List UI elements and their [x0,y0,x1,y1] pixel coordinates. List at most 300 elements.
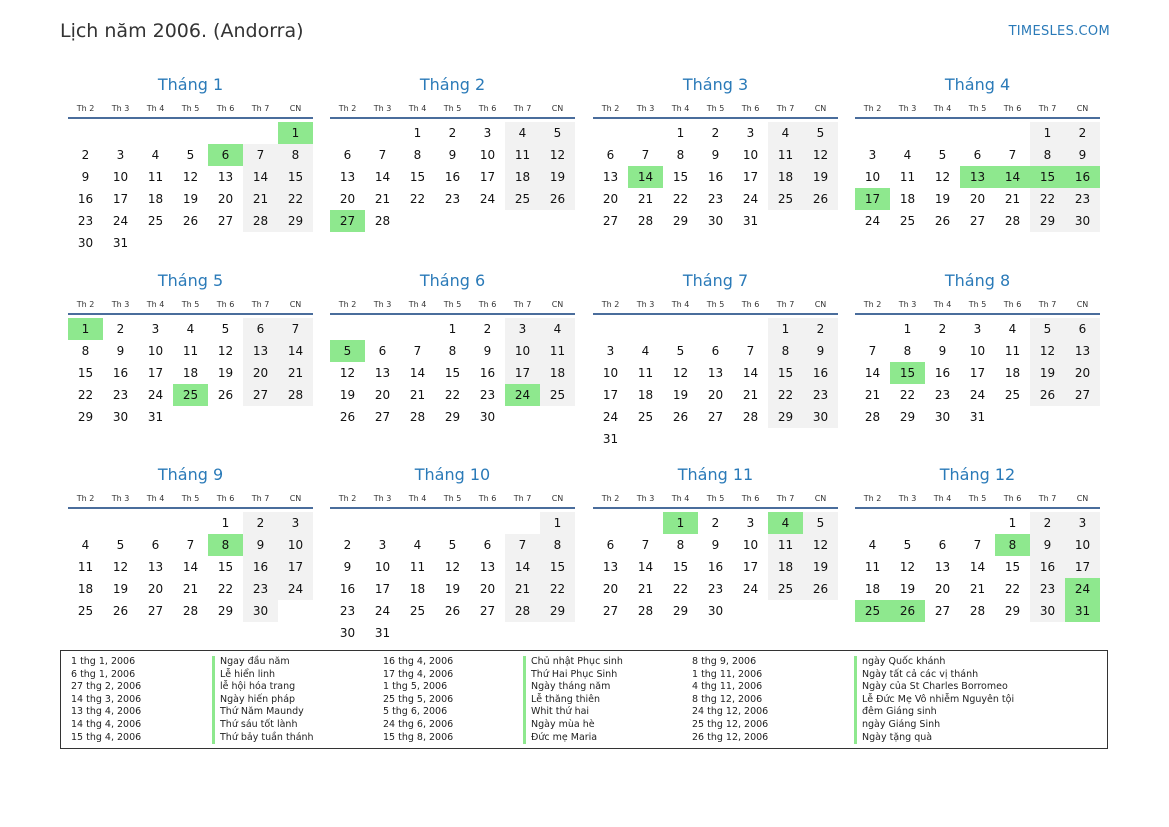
day-cell: 3 [116,148,125,162]
weekday-header [330,491,575,509]
empty-cell [890,512,925,534]
day-cell: 24 [969,388,986,402]
day-cell: 30 [1030,600,1065,622]
day-cell: 2 [243,512,278,534]
day-cell: 15 [672,170,689,184]
day-cell: 13 [147,560,164,574]
day-cell: 1 [1030,122,1065,144]
weekday-label: Th 7 [1038,494,1057,503]
day-cell: 23 [1030,578,1065,600]
day-cell: 6 [151,538,160,552]
day-cell: 28 [182,604,199,618]
day-cell: 29 [278,210,313,232]
day-cell: 9 [803,340,838,362]
day-cell: 25 [77,604,94,618]
day-cell: 12 [112,560,129,574]
day-cell: 21 [278,362,313,384]
day-cell: 14 [505,556,540,578]
day-cell: 28 [278,384,313,406]
weekday-header [68,297,313,315]
month-name: Tháng 9 [157,465,224,484]
weekday-label: CN [551,300,564,309]
day-cell: 22 [768,384,803,406]
weekday-label: Th 7 [776,104,795,113]
holiday-day: 17 [855,188,890,210]
day-cell: 4 [768,122,803,144]
day-cell: 23 [934,388,951,402]
day-cell: 7 [868,344,877,358]
month-1 [68,73,313,254]
weekday-label: Th 2 [338,494,357,503]
day-cell: 23 [444,192,461,206]
weekday-label: Th 2 [863,104,882,113]
day-cell: 9 [711,148,720,162]
empty-cell [855,318,890,340]
day-cell: 1 [221,516,230,530]
holiday-day: 15 [1030,166,1065,188]
day-cell: 12 [672,366,689,380]
weekday-label: Th 4 [146,300,165,309]
weekday-label: Th 7 [251,300,270,309]
day-grid [593,318,838,450]
day-cell: 17 [479,170,496,184]
legend-holiday-name: lễ hội hóa trang [220,681,296,693]
empty-cell [628,512,663,534]
day-cell: 27 [479,604,496,618]
month-8 [855,269,1100,428]
weekday-label: Th 6 [741,104,760,113]
day-cell: 24 [112,214,129,228]
day-cell: 2 [1030,512,1065,534]
day-cell: 16 [707,170,724,184]
day-cell: 17 [278,556,313,578]
weekday-label: Th 3 [898,300,917,309]
day-cell: 3 [483,126,492,140]
weekday-label: Th 7 [513,494,532,503]
day-cell: 10 [1065,534,1100,556]
weekday-label: Th 7 [251,494,270,503]
weekday-label: Th 2 [76,494,95,503]
day-cell: 6 [378,344,387,358]
weekday-label: Th 7 [776,300,795,309]
weekday-label: Th 3 [373,494,392,503]
day-cell: 22 [1030,188,1065,210]
weekday-label: Th 6 [1003,300,1022,309]
legend-date: 24 thg 6, 2006 [383,718,454,730]
day-cell: 1 [768,318,803,340]
empty-cell [960,512,995,534]
day-cell: 9 [938,344,947,358]
weekday-label: Th 5 [443,104,462,113]
day-cell: 6 [1065,318,1100,340]
day-cell: 9 [711,538,720,552]
legend-holiday-name: Ngày tặng quà [862,731,933,743]
weekday-label: CN [289,494,302,503]
day-cell: 12 [803,534,838,556]
weekday-label: Th 5 [706,300,725,309]
legend-date: 15 thg 4, 2006 [71,731,142,743]
day-cell: 12 [934,170,951,184]
empty-cell [243,122,278,144]
day-cell: 12 [899,560,916,574]
day-cell: 31 [602,432,619,446]
day-cell: 10 [969,344,986,358]
empty-cell [628,122,663,144]
day-cell: 26 [217,388,234,402]
legend-holiday-name: Thứ sáu tốt lành [220,718,298,730]
day-cell: 18 [147,192,164,206]
day-cell: 3 [746,126,755,140]
legend-holiday-name: Ngày hiến pháp [220,693,296,705]
legend-holiday-name: ngày Giáng Sinh [862,718,941,730]
day-cell: 30 [803,406,838,428]
day-cell: 22 [444,388,461,402]
day-cell: 14 [243,166,278,188]
legend-date: 24 thg 12, 2006 [692,706,769,718]
legend-date: 1 thg 11, 2006 [692,668,763,680]
day-cell: 17 [742,170,759,184]
legend-date: 26 thg 12, 2006 [692,731,769,743]
weekday-label: CN [814,300,827,309]
day-cell: 10 [112,170,129,184]
day-cell: 28 [637,214,654,228]
day-cell: 7 [1008,148,1017,162]
day-cell: 17 [147,366,164,380]
weekday-label: Th 2 [338,104,357,113]
weekday-label: Th 4 [933,104,952,113]
day-cell: 11 [899,170,916,184]
day-cell: 13 [217,170,234,184]
empty-cell [628,318,663,340]
day-grid [330,512,575,644]
day-cell: 24 [479,192,496,206]
day-cell: 14 [409,366,426,380]
day-cell: 20 [934,582,951,596]
day-cell: 16 [1030,556,1065,578]
day-cell: 26 [540,188,575,210]
empty-cell [400,512,435,534]
weekday-label: Th 2 [76,300,95,309]
holiday-day: 4 [768,512,803,534]
day-cell: 2 [711,126,720,140]
day-cell: 30 [1065,210,1100,232]
day-cell: 17 [505,362,540,384]
empty-cell [173,512,208,534]
day-cell: 14 [374,170,391,184]
day-cell: 16 [339,582,356,596]
month-name: Tháng 6 [419,271,486,290]
day-cell: 5 [540,122,575,144]
day-cell: 13 [602,170,619,184]
day-cell: 12 [540,144,575,166]
day-cell: 24 [864,214,881,228]
month-10 [330,463,575,644]
day-cell: 29 [768,406,803,428]
day-cell: 19 [1030,362,1065,384]
weekday-label: Th 6 [478,494,497,503]
legend-date: 25 thg 5, 2006 [383,693,454,705]
weekday-label: Th 5 [181,300,200,309]
weekday-label: CN [551,494,564,503]
day-cell: 25 [540,384,575,406]
day-cell: 5 [448,538,457,552]
day-cell: 21 [505,578,540,600]
day-cell: 18 [768,166,803,188]
legend-names-col-1 [212,656,314,744]
day-cell: 28 [1004,214,1021,228]
day-cell: 30 [934,410,951,424]
day-cell: 5 [221,322,230,336]
day-cell: 1 [676,126,685,140]
day-cell: 5 [803,122,838,144]
day-cell: 21 [969,582,986,596]
day-cell: 11 [768,144,803,166]
day-cell: 30 [243,600,278,622]
holiday-day: 1 [278,122,313,144]
day-cell: 29 [672,604,689,618]
day-grid [855,318,1100,428]
weekday-label: CN [289,104,302,113]
month-name: Tháng 10 [414,465,491,484]
day-cell: 2 [483,322,492,336]
day-cell: 19 [672,388,689,402]
legend-dates-col-2 [383,656,453,744]
day-cell: 2 [343,538,352,552]
day-cell: 31 [112,236,129,250]
day-cell: 11 [1004,344,1021,358]
day-cell: 26 [803,578,838,600]
weekday-label: Th 4 [146,494,165,503]
empty-cell [925,512,960,534]
day-cell: 18 [409,582,426,596]
day-cell: 29 [1030,210,1065,232]
day-cell: 9 [448,148,457,162]
day-cell: 11 [540,340,575,362]
holiday-day: 25 [173,384,208,406]
day-cell: 8 [1030,144,1065,166]
day-cell: 24 [602,410,619,424]
day-cell: 9 [1030,534,1065,556]
day-cell: 26 [803,188,838,210]
weekday-label: Th 5 [968,494,987,503]
weekday-label: Th 5 [706,104,725,113]
day-cell: 22 [899,388,916,402]
legend-date: 15 thg 8, 2006 [383,731,454,743]
day-cell: 4 [81,538,90,552]
holiday-day: 27 [330,210,365,232]
day-cell: 6 [243,318,278,340]
day-cell: 18 [864,582,881,596]
month-3 [593,73,838,232]
day-cell: 8 [81,344,90,358]
day-cell: 27 [217,214,234,228]
day-cell: 23 [1065,188,1100,210]
day-cell: 27 [374,410,391,424]
day-cell: 13 [479,560,496,574]
day-cell: 19 [803,556,838,578]
month-name: Tháng 12 [939,465,1016,484]
day-cell: 12 [217,344,234,358]
month-name: Tháng 3 [682,75,749,94]
day-cell: 7 [746,344,755,358]
weekday-label: Th 7 [513,300,532,309]
day-cell: 27 [602,214,619,228]
day-cell: 19 [182,192,199,206]
day-cell: 29 [77,410,94,424]
empty-cell [138,512,173,534]
weekday-label: Th 6 [741,494,760,503]
day-cell: 16 [112,366,129,380]
day-cell: 26 [1030,384,1065,406]
day-cell: 6 [343,148,352,162]
day-cell: 31 [969,410,986,424]
day-cell: 21 [1004,192,1021,206]
day-cell: 28 [742,410,759,424]
day-cell: 25 [505,188,540,210]
day-cell: 10 [147,344,164,358]
day-cell: 7 [413,344,422,358]
day-cell: 18 [505,166,540,188]
day-cell: 12 [444,560,461,574]
day-cell: 23 [339,604,356,618]
day-cell: 19 [899,582,916,596]
day-cell: 15 [540,556,575,578]
day-cell: 21 [742,388,759,402]
day-cell: 13 [243,340,278,362]
day-cell: 16 [243,556,278,578]
day-cell: 24 [147,388,164,402]
day-cell: 20 [374,388,391,402]
month-name: Tháng 4 [944,75,1011,94]
day-cell: 20 [479,582,496,596]
day-cell: 2 [803,318,838,340]
day-cell: 17 [742,560,759,574]
day-cell: 29 [444,410,461,424]
day-cell: 30 [707,604,724,618]
day-cell: 5 [803,512,838,534]
day-cell: 24 [374,604,391,618]
holiday-day: 8 [995,534,1030,556]
day-cell: 2 [1065,122,1100,144]
day-cell: 24 [278,578,313,600]
day-cell: 28 [243,210,278,232]
day-grid [330,318,575,428]
legend-names-col-2 [523,656,623,744]
legend-holiday-name: Lễ hiển linh [220,668,276,680]
weekday-header [68,101,313,119]
day-grid [593,122,838,232]
day-cell: 16 [77,192,94,206]
day-cell: 10 [505,340,540,362]
day-cell: 9 [343,560,352,574]
day-cell: 10 [479,148,496,162]
weekday-label: Th 4 [408,494,427,503]
holiday-day: 14 [995,166,1030,188]
day-cell: 15 [1004,560,1021,574]
day-cell: 9 [81,170,90,184]
day-cell: 26 [444,604,461,618]
day-cell: 6 [711,344,720,358]
day-cell: 4 [413,538,422,552]
empty-cell [103,512,138,534]
day-cell: 21 [182,582,199,596]
day-cell: 27 [934,604,951,618]
weekday-header [330,101,575,119]
day-cell: 14 [742,366,759,380]
day-cell: 7 [378,148,387,162]
day-cell: 15 [278,166,313,188]
day-cell: 4 [641,344,650,358]
weekday-label: Th 6 [216,104,235,113]
day-cell: 27 [602,604,619,618]
empty-cell [663,318,698,340]
day-cell: 18 [899,192,916,206]
day-cell: 23 [479,388,496,402]
day-cell: 31 [374,626,391,640]
weekday-label: Th 2 [863,300,882,309]
day-cell: 3 [378,538,387,552]
day-cell: 18 [540,362,575,384]
day-cell: 19 [339,388,356,402]
day-cell: 12 [182,170,199,184]
day-cell: 20 [243,362,278,384]
day-cell: 8 [448,344,457,358]
day-cell: 20 [707,388,724,402]
holiday-day: 1 [68,318,103,340]
site-link[interactable]: TIMESLES.COM [1008,24,1110,39]
day-cell: 3 [505,318,540,340]
day-cell: 30 [707,214,724,228]
day-cell: 17 [602,388,619,402]
weekday-label: Th 5 [706,494,725,503]
day-cell: 6 [938,538,947,552]
holiday-day: 26 [890,600,925,622]
day-cell: 14 [969,560,986,574]
weekday-label: Th 4 [933,494,952,503]
day-cell: 19 [540,166,575,188]
day-cell: 6 [606,538,615,552]
day-cell: 17 [374,582,391,596]
weekday-label: CN [814,494,827,503]
day-cell: 7 [641,538,650,552]
day-cell: 25 [768,188,803,210]
day-cell: 29 [540,600,575,622]
day-cell: 25 [1004,388,1021,402]
weekday-label: CN [814,104,827,113]
day-cell: 26 [339,410,356,424]
day-cell: 28 [505,600,540,622]
day-cell: 31 [742,214,759,228]
month-7 [593,269,838,450]
weekday-label: Th 2 [601,300,620,309]
weekday-label: Th 4 [146,104,165,113]
day-cell: 17 [969,366,986,380]
empty-cell [103,122,138,144]
month-name: Tháng 8 [944,271,1011,290]
empty-cell [698,318,733,340]
day-cell: 21 [409,388,426,402]
day-cell: 13 [602,560,619,574]
month-name: Tháng 5 [157,271,224,290]
day-cell: 22 [1004,582,1021,596]
day-cell: 1 [1008,516,1017,530]
weekday-label: Th 3 [373,104,392,113]
day-cell: 19 [112,582,129,596]
day-cell: 11 [505,144,540,166]
day-cell: 1 [540,512,575,534]
day-cell: 28 [374,214,391,228]
day-cell: 3 [278,512,313,534]
